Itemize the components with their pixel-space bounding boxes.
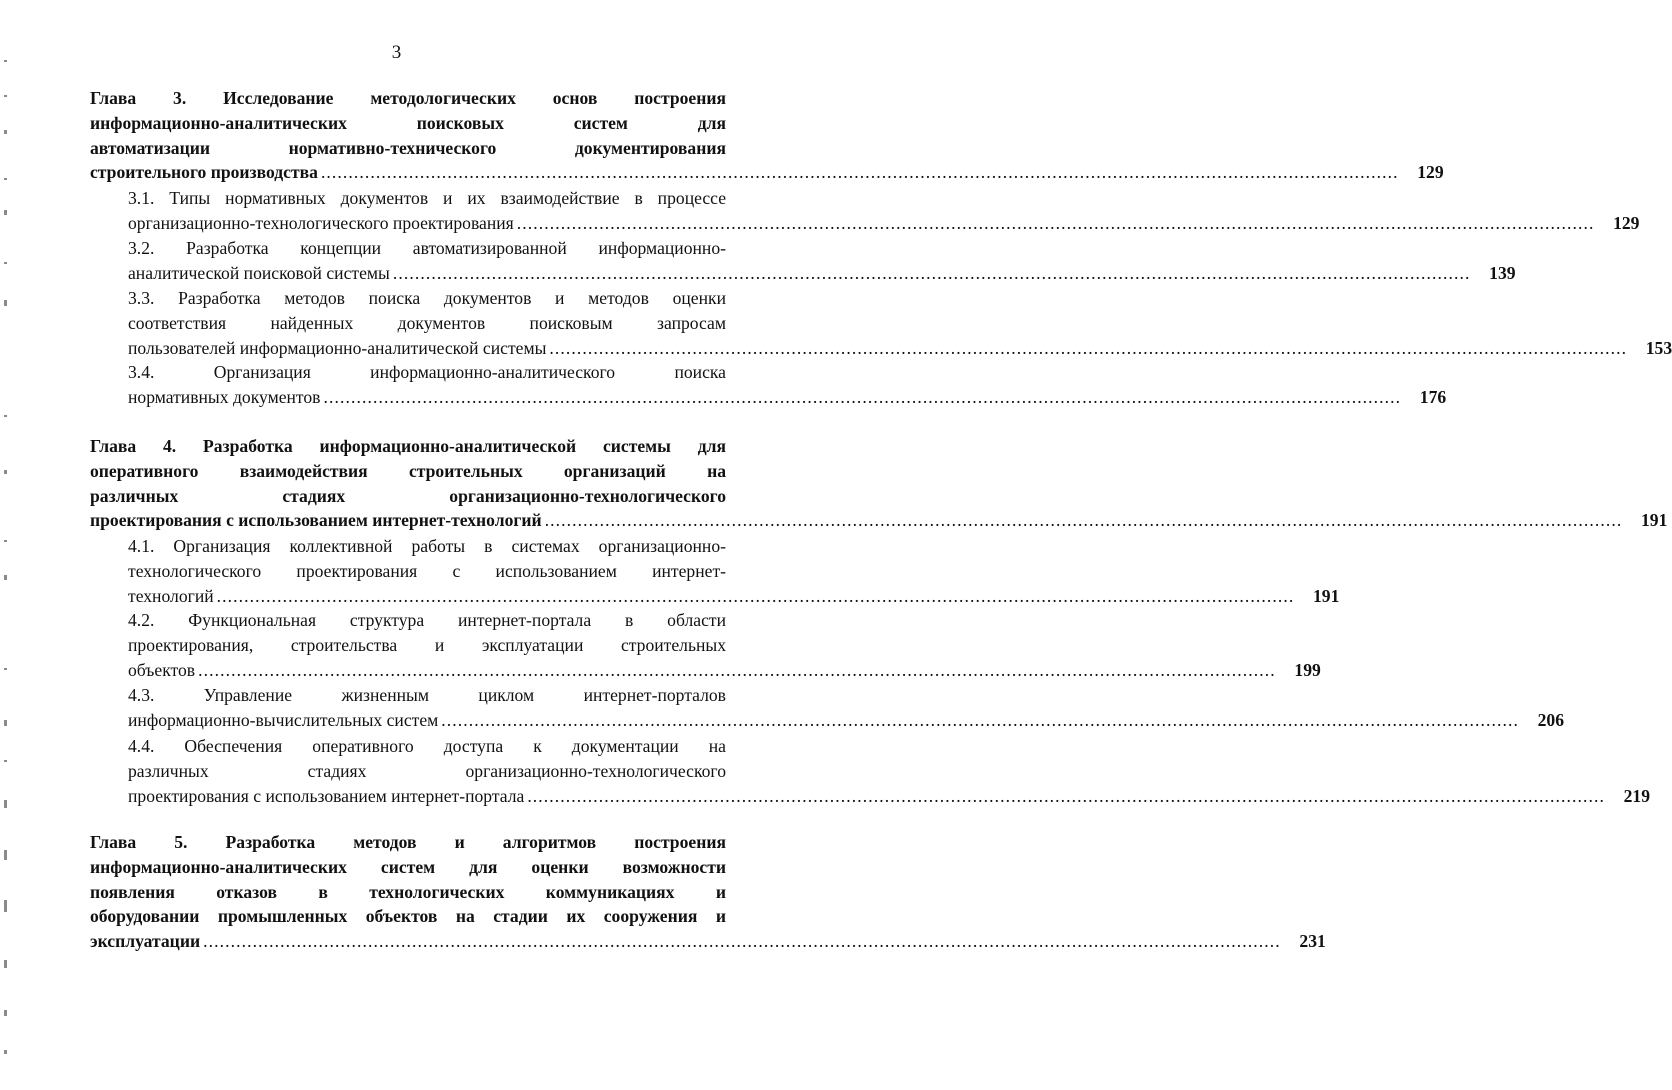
toc-line [128,608,726,633]
toc-line [128,186,726,211]
toc-entry-text: оперативного взаимодействия строительных организаций на [90,460,726,481]
toc-line [128,236,726,261]
toc-entry-text: различных стадиях организационно-технологического [128,760,726,781]
toc-entry-text: 3.4. Организация информационно-аналитического поиска [128,362,726,382]
toc-section-entry [128,683,1564,733]
toc-line [128,708,1564,733]
dot-leader: .................................................................................................................................................................................................... [441,709,1519,730]
dot-leader: .................................................................................................................................................................................................... [392,262,1471,283]
dot-leader: .................................................................................................................................................................................................... [516,212,1595,233]
toc-section-entry [128,608,1321,682]
toc-line [128,559,726,584]
toc-section-entry [128,734,1651,808]
toc-line [128,211,1640,236]
dot-leader: .................................................................................................................................................................................................... [527,785,1606,806]
page-number: 3 [391,42,402,63]
toc-section-entry [128,236,1516,286]
toc-line [90,484,726,509]
toc-line [90,86,726,111]
toc-entry-text: организационно-технологического проектирования [128,212,514,233]
toc-line [90,434,726,459]
toc-line [128,311,726,336]
toc-line [128,534,726,559]
toc-line [128,385,1447,410]
toc-section-entry [128,286,1672,360]
toc-entry-text: аналитической поисковой системы [128,262,390,283]
toc-entry-text: появления отказов в технологических коммуникациях и [90,881,726,902]
scan-margin-artifacts [0,0,14,1090]
toc-line [128,784,1651,809]
toc-chapter-entry [90,434,1668,533]
toc-line [128,734,726,759]
toc-entry-text: автоматизации нормативно-технического документирования [90,137,726,158]
toc-entry-text: оборудовании промышленных объектов на стадии их сооружения и [90,906,726,927]
dot-leader: .................................................................................................................................................................................................... [320,162,1399,183]
toc-entry-text: проектирования с использованием интернет-портала [128,785,525,806]
toc-page-number: 129 [1613,212,1640,233]
toc-line [90,508,1668,533]
toc-entry-text: 4.2. Функциональная структура интернет-портала в области [128,610,726,630]
toc-line [128,633,726,658]
toc-line [90,904,726,929]
toc-page-number: 139 [1489,262,1516,283]
dot-leader: .................................................................................................................................................................................................... [198,659,1276,680]
toc-entry-text: Глава 4. Разработка информационно-аналитической системы для [90,436,726,456]
toc-entry-text: различных стадиях организационно-технологического [90,485,726,506]
toc-entry-text: технологий [128,585,214,606]
toc-page-number: 191 [1312,585,1340,606]
toc-page-number: 199 [1294,659,1321,680]
toc-entry-text: технологического проектирования с использованием интернет- [128,560,726,581]
toc-entry-text: проектирования, строительства и эксплуатации строительных [128,634,726,655]
toc-entry-text: нормативных документов [128,386,321,407]
toc-entry-text: Глава 3. Исследование методологических основ построения [90,88,726,108]
toc-chapter-entry [90,86,1444,185]
toc-line [90,855,726,880]
toc-chapter-entry [90,830,1326,954]
toc-line [128,759,726,784]
toc-page-number: 153 [1645,337,1672,358]
toc-entry-text: 4.3. Управление жизненным циклом интернет-порталов [128,685,726,705]
toc-line [128,683,726,708]
toc-entry-text: эксплуатации [90,931,201,952]
toc-entry-text: 3.3. Разработка методов поиска документов и методов оценки [128,288,726,308]
toc-page-number: 176 [1419,386,1447,407]
toc-entry-text: 4.4. Обеспечения оперативного доступа к документации на [128,736,726,756]
toc-entry-text: проектирования с использованием интернет-технологий [90,510,542,531]
toc-page-number: 206 [1537,709,1564,730]
dot-leader: .................................................................................................................................................................................................... [216,585,1295,606]
dot-leader: .................................................................................................................................................................................................... [549,337,1628,358]
toc-entry-text: объектов [128,659,196,680]
toc-line [128,658,1321,683]
dot-leader: .................................................................................................................................................................................................... [203,931,1281,952]
toc-entry-text: соответствия найденных документов поисковым запросам [128,312,726,333]
toc-page-number: 219 [1623,785,1651,806]
toc-line [90,111,726,136]
toc-page-number: 129 [1417,162,1444,183]
toc-line [128,286,726,311]
toc-line [90,160,1444,185]
toc-line [128,584,1340,609]
toc-line [90,929,1326,954]
toc-line [90,830,726,855]
toc-entry-text: 3.1. Типы нормативных документов и их взаимодействие в процессе [128,188,726,208]
toc-section-entry [128,186,1640,236]
toc-section-entry [128,534,1340,608]
toc-line [128,261,1516,286]
toc-entry-text: информационно-аналитических систем для оценки возможности [90,856,726,877]
toc-page-number: 231 [1299,931,1326,952]
toc-section-entry [128,360,1447,410]
toc-line [90,880,726,905]
toc-entry-text: пользователей информационно-аналитической системы [128,337,547,358]
toc-line [128,336,1672,361]
toc-page-number: 191 [1641,510,1668,531]
toc-entry-text: информационно-аналитических поисковых систем для [90,112,726,133]
toc-entry-text: строительного производства [90,162,318,183]
toc-line [128,360,726,385]
toc-entry-text: Глава 5. Разработка методов и алгоритмов построения [90,832,726,852]
toc-entry-text: 4.1. Организация коллективной работы в системах организационно- [128,536,726,556]
toc-entry-text: 3.2. Разработка концепции автоматизированной информационно- [128,238,726,258]
dot-leader: .................................................................................................................................................................................................... [323,386,1402,407]
dot-leader: .................................................................................................................................................................................................... [544,510,1623,531]
toc-entry-text: информационно-вычислительных систем [128,709,439,730]
toc-line [90,459,726,484]
toc-line [90,136,726,161]
